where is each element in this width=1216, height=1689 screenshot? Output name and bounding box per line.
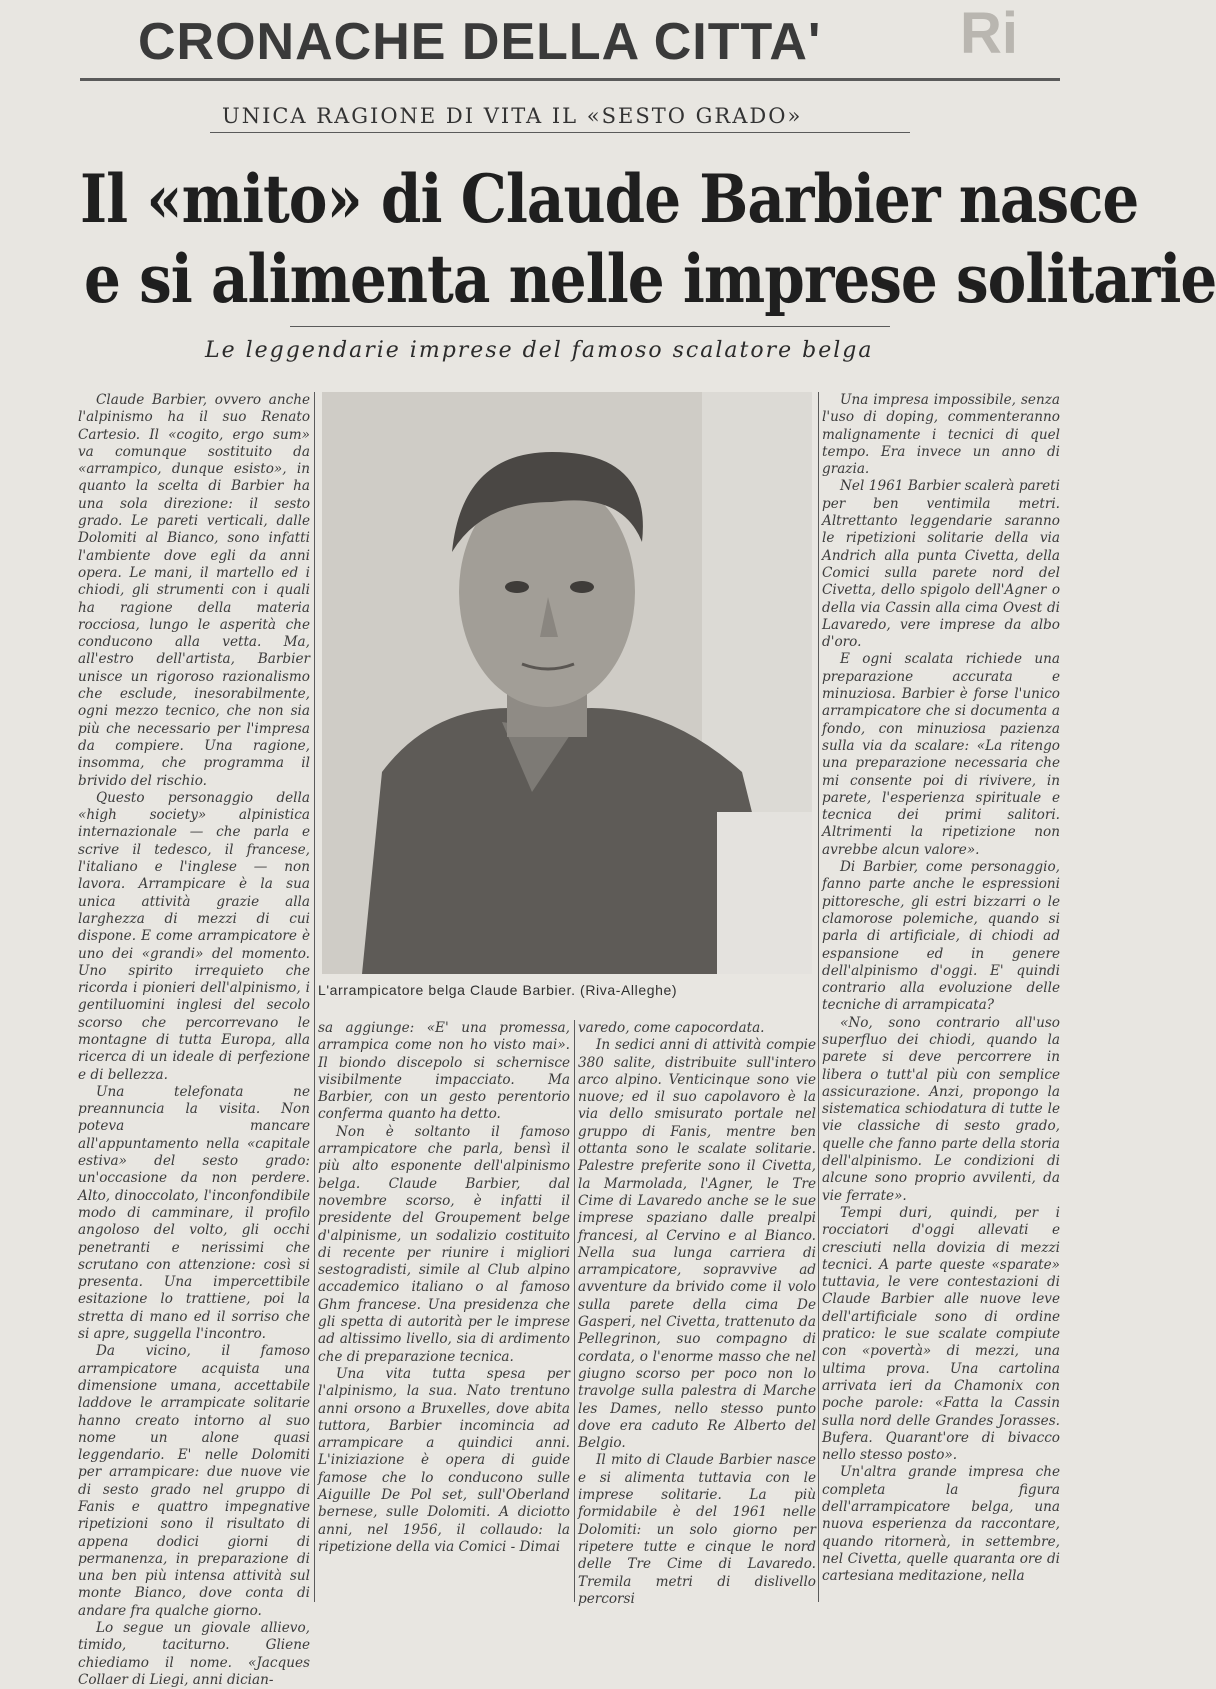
portrait-photo: [322, 392, 812, 974]
article-column-1: [78, 392, 310, 1688]
column-rule-1: [314, 392, 315, 1602]
subhead-rule: [290, 326, 890, 327]
paragraph: Tempi duri, quindi, per i rocciatori d'oggi allevati e cresciuti nella dovizia di mezzi tecnici. A parte queste «sparate» tuttavia, le vere contestazioni di Claude Barbier alle nuove leve dell'artificiale sono di ordine pratico: le sue scalate compiute con «povertà» di mezzi, una ultima prova. Una cartolina arrivata ieri da Chamonix con poche parole: «Fatta la Cassin sulla nord delle Grandes Jorasses. Bufera. Quarant'ore di bivacco nello stesso posto».: [822, 1204, 1060, 1464]
paragraph: Nel 1961 Barbier scalerà pareti per ben ventimila metri. Altrettanto leggendarie saranno le ripetizioni solitarie della via Andrich alla punta Civetta, della Comici sulla parete nord del Civetta, dello spigolo dell'Agner o della via Cassin alla cima Ovest di Lavaredo, vere imprese da albo d'oro.: [822, 478, 1060, 651]
paragraph: Da vicino, il famoso arrampicatore acquista una dimensione umana, accettabile laddove le arrampicate solitarie hanno creato intorno al suo nome un alone quasi leggendario. E' nelle Dolomiti per arrampicare: due nuove vie di sesto grado nel gruppo di Fanis e quattro impegnative ripetizioni sono il risultato di appena dodici giorni di permanenza, in preparazione di una ben più intensa attività sul monte Bianco, dove conta di andare fra qualche giorno.: [78, 1343, 310, 1619]
paragraph: Claude Barbier, ovvero anche l'alpinismo ha il suo Renato Cartesio. Il «cogito, ergo sum» va comunque sostituito da «arrampico, dunque esisto», in quanto la scelta di Barbier ha una sola direzione: il sesto grado. Le pareti verticali, dalle Dolomiti al Bianco, sono infatti l'ambiente dove egli da anni opera. Le mani, il martello ed i chiodi, gli strumenti con i quali ha ragione della materia rocciosa, lungo le asperità che conducono alla vetta. Ma, all'estro dell'artista, Barbier unisce un rigoroso razionalismo che esclude, inesorabilmente, ogni mezzo tecnico, che non sia più che necessario per l'impresa da compiere. Una ragione, insomma, che programma il brivido del rischio.: [78, 392, 310, 789]
adjacent-column-fragment: [1064, 600, 1090, 1600]
paragraph: Questo personaggio della «high society» alpinistica internazionale — che parla e scrive il tedesco, il francese, l'italiano e l'inglese — non lavora. Arrampicare è la sua unica attività grazie alla larghezza di mezzi di cui dispone. E come arrampicatore è uno dei «grandi» del momento. Uno spirito irrequieto che ricorda i pionieri dell'alpinismo, i gentiluomini inglesi del secolo scorso che percorrevano le montagne di tutta Europa, alla ricerca di un ideale di perfezione e di bellezza.: [78, 789, 310, 1083]
paragraph: Una impresa impossibile, senza l'uso di doping, commenteranno malignamente i tecnici di quel tempo. Era invece un anno di grazia.: [822, 392, 1060, 478]
portrait-illustration: [322, 392, 812, 974]
article-column-4: [822, 392, 1060, 1602]
paragraph: Lo segue un giovale allievo, timido, taciturno. Gliene chiediamo il nome. «Jacques Collaer di Liegi, anni dician-: [78, 1620, 310, 1688]
headline-line-2: e si alimenta nelle imprese solitarie: [84, 240, 1216, 319]
paragraph: E ogni scalata richiede una preparazione accurata e minuziosa. Barbier è forse l'unico arrampicatore che si documenta a fondo, con minuziosa pazienza sulla via da scalare: «La ritengo una preparazione necessaria che mi consente poi di rivivere, in parete, l'esperienza spirituale e tecnica dei primi salitori. Altrimenti la ripetizione non avrebbe alcun valore».: [822, 651, 1060, 858]
kicker: UNICA RAGIONE DI VITA IL «SESTO GRADO»: [222, 104, 803, 128]
section-masthead: CRONACHE DELLA CITTA': [138, 13, 822, 71]
column-rule-2: [574, 1020, 575, 1602]
paragraph: Non è soltanto il famoso arrampicatore che parla, bensì il più alto esponente dell'alpinismo belga. Claude Barbier, dal novembre scorso, è infatti il presidente del Groupement belge d'alpinisme, un sodalizio costituito di recente per riunire i migliori sestogradisti, simile al Club alpino accademico italiano o al famoso Ghm francese. Una presidenza che gli spetta di autorità per le imprese ad altissimo livello, sia di ardimento che di preparazione tecnica.: [318, 1123, 570, 1365]
article-column-3: [578, 1020, 816, 1607]
article-column-2: [318, 1020, 570, 1600]
paragraph: Un'altra grande impresa che completa la figura dell'arrampicatore belga, una nuova esperienza da raccontare, quando ritornerà, in settembre, nel Civetta, quelle quaranta ore di cartesiana meditazione, nella: [822, 1464, 1060, 1585]
masthead-rule: [80, 78, 1060, 81]
paragraph: Di Barbier, come personaggio, fanno parte anche le espressioni pittoresche, gli estri bizzarri o le clamorose polemiche, quando si parla di artificiale, di chiodi ad espansione ed in genere dell'alpinismo d'oggi. E' quindi contrario alla evoluzione delle tecniche di arrampicata?: [822, 859, 1060, 1014]
photo-caption: L'arrampicatore belga Claude Barbier. (Riva-Alleghe): [318, 982, 678, 998]
subheadline: Le leggendarie imprese del famoso scalatore belga: [205, 338, 874, 363]
paragraph: Una telefonata ne preannuncia la visita. Non poteva mancare all'appuntamento nella «capitale estiva» del sesto grado: un'occasione da non perdere. Alto, dinoccolato, l'inconfondibile modo di camminare, il profilo angoloso del volto, gli occhi penetranti e nerissimi che scrutano con attenzione: così si presenta. Una impercettibile esitazione lo trattiene, poi la stretta di mano ed il sorriso che si apre, suggella l'incontro.: [78, 1083, 310, 1343]
paragraph: In sedici anni di attività compie 380 salite, distribuite sull'intero arco alpino. Venticinque sono vie nuove; ed il suo capolavoro è la via dello smisurato portale nel gruppo di Fanis, mentre ben ottanta sono le scalate solitarie. Palestre preferite sono il Civetta, la Marmolada, l'Agner, le Tre Cime di Lavaredo anche se le sue imprese spaziano dalle prealpi francesi, al Cervino e al Bianco. Nella sua lunga carriera di arrampicatore, sopravvive ad avventure da brivido come il volo sulla parete della cima De Gasperi, nel Civetta, trattenuto da Pellegrinon, suo compagno di cordata, o l'enorme masso che nel giugno scorso per poco non lo travolge sulla palestra di Marche les Dames, nello stesso punto dove era caduto Re Alberto del Belgio.: [578, 1037, 816, 1452]
paragraph: Il mito di Claude Barbier nasce e si alimenta tuttavia con le imprese solitarie. La più formidabile è del 1961 nelle Dolomiti: un solo giorno per ripetere tutte e cinque le nord delle Tre Cime di Lavaredo. Tremila metri di dislivello percorsi: [578, 1452, 816, 1607]
paragraph: «No, sono contrario all'uso superfluo dei chiodi, quando la parete si deve percorrere in libera o tutt'al più con semplice assicurazione. Anzi, propongo la sistematica schiodatura di tutte le vie classiche di sesto grado, quelle che fanno parte della storia dell'alpinismo. Le condizioni di alcune sono proprio avvilenti, da vie ferrate».: [822, 1014, 1060, 1204]
paragraph: sa aggiunge: «E' una promessa, arrampica come non ho visto mai». Il biondo discepolo si schernisce visibilmente impacciato. Ma Barbier, con un gesto perentorio conferma quanto ha detto.: [318, 1020, 570, 1123]
headline-line-1: Il «mito» di Claude Barbier nasce: [80, 160, 1139, 239]
paragraph: varedo, come capocordata.: [578, 1020, 765, 1036]
adjacent-page-bleed: Ri: [960, 1, 1018, 66]
column-rule-3: [818, 392, 819, 1602]
paragraph: Una vita tutta spesa per l'alpinismo, la sua. Nato trentuno anni orsono a Bruxelles, dove abita tuttora, Barbier incomincia ad arrampicare a quindici anni. L'iniziazione è opera di guide famose che lo conducono sulle Aiguille De Pol set, sull'Oberland bernese, sulle Dolomiti. A diciotto anni, nel 1956, il collaudo: la ripetizione della via Comici - Dimai: [318, 1365, 570, 1555]
